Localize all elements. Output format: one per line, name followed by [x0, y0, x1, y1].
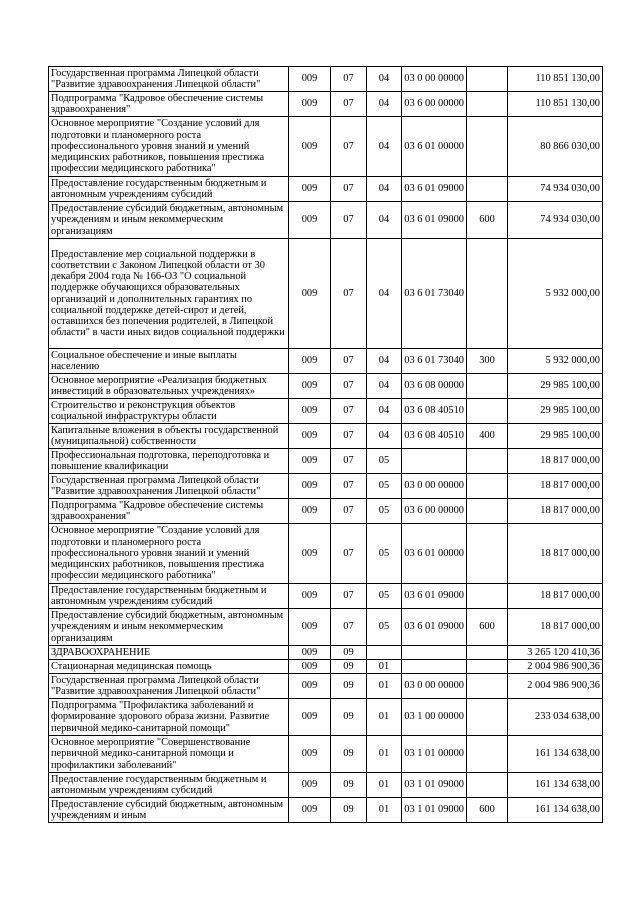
- cell-vr: [467, 449, 508, 474]
- cell-csr: 03 0 00 00000: [402, 67, 467, 92]
- cell-gr: 009: [289, 67, 331, 92]
- cell-rz: 09: [331, 699, 367, 736]
- cell-vr: 400: [467, 424, 508, 449]
- cell-pr: 04: [367, 92, 402, 117]
- cell-name: Основное мероприятие «Реализация бюджетных инвестиций в образовательных учреждениях»: [49, 374, 289, 399]
- cell-csr: [402, 660, 467, 674]
- cell-pr: 01: [367, 660, 402, 674]
- cell-rz: 07: [331, 499, 367, 524]
- cell-name: Основное мероприятие "Создание условий для подготовки и планомерного роста профессионального уровня знаний и умений медицинских работников, повышения престижа профессии медицинского работника": [49, 117, 289, 177]
- cell-csr: 03 1 01 00000: [402, 736, 467, 773]
- cell-name: Государственная программа Липецкой области "Развитие здравоохранения Липецкой области": [49, 674, 289, 699]
- cell-sum: 5 932 000,00: [508, 239, 603, 349]
- cell-name: Предоставление государственным бюджетным и автономным учреждениям субсидий: [49, 177, 289, 202]
- table-row: [49, 736, 603, 773]
- cell-sum: 110 851 130,00: [508, 67, 603, 92]
- cell-rz: 07: [331, 424, 367, 449]
- table-row: [49, 773, 603, 798]
- cell-vr: [467, 374, 508, 399]
- cell-gr: 009: [289, 399, 331, 424]
- cell-name: Социальное обеспечение и иные выплаты населению: [49, 349, 289, 374]
- cell-rz: 07: [331, 449, 367, 474]
- table-row: [49, 499, 603, 524]
- budget-table: [48, 66, 603, 823]
- cell-rz: 09: [331, 660, 367, 674]
- cell-sum: 18 817 000,00: [508, 499, 603, 524]
- cell-csr: 03 6 01 00000: [402, 524, 467, 584]
- cell-sum: 18 817 000,00: [508, 524, 603, 584]
- cell-csr: 03 0 00 00000: [402, 474, 467, 499]
- table-row: [49, 239, 603, 349]
- cell-rz: 09: [331, 674, 367, 699]
- cell-sum: 161 134 638,00: [508, 773, 603, 798]
- cell-rz: 07: [331, 584, 367, 609]
- cell-gr: 009: [289, 736, 331, 773]
- cell-sum: 5 932 000,00: [508, 349, 603, 374]
- cell-sum: 2 004 986 900,36: [508, 660, 603, 674]
- cell-vr: [467, 92, 508, 117]
- cell-name: Предоставление субсидий бюджетным, автономным учреждениям и иным некоммерческим организациям: [49, 202, 289, 239]
- table-row: [49, 349, 603, 374]
- cell-rz: 07: [331, 92, 367, 117]
- cell-gr: 009: [289, 349, 331, 374]
- cell-gr: 009: [289, 474, 331, 499]
- cell-name: Профессиональная подготовка, переподготовка и повышение квалификации: [49, 449, 289, 474]
- cell-sum: 29 985 100,00: [508, 424, 603, 449]
- cell-rz: 07: [331, 202, 367, 239]
- cell-pr: 01: [367, 699, 402, 736]
- table-row: [49, 474, 603, 499]
- cell-vr: [467, 399, 508, 424]
- cell-pr: 05: [367, 524, 402, 584]
- table-row: [49, 202, 603, 239]
- cell-vr: [467, 584, 508, 609]
- cell-pr: 01: [367, 798, 402, 823]
- cell-sum: 110 851 130,00: [508, 92, 603, 117]
- cell-name: Предоставление государственным бюджетным и автономным учреждениям субсидий: [49, 773, 289, 798]
- cell-name: Капитальные вложения в объекты государственной (муниципальной) собственности: [49, 424, 289, 449]
- cell-sum: 161 134 638,00: [508, 736, 603, 773]
- cell-name: ЗДРАВООХРАНЕНИЕ: [49, 646, 289, 660]
- table-row: [49, 584, 603, 609]
- cell-csr: 03 6 01 73040: [402, 349, 467, 374]
- table-row: [49, 92, 603, 117]
- cell-rz: 09: [331, 798, 367, 823]
- cell-vr: [467, 239, 508, 349]
- cell-name: Стационарная медицинская помощь: [49, 660, 289, 674]
- cell-gr: 009: [289, 117, 331, 177]
- cell-gr: 009: [289, 177, 331, 202]
- cell-sum: 18 817 000,00: [508, 609, 603, 646]
- cell-vr: [467, 117, 508, 177]
- cell-rz: 07: [331, 177, 367, 202]
- table-row: [49, 67, 603, 92]
- cell-vr: [467, 660, 508, 674]
- cell-vr: [467, 773, 508, 798]
- cell-csr: 03 0 00 00000: [402, 674, 467, 699]
- cell-name: Предоставление государственным бюджетным и автономным учреждениям субсидий: [49, 584, 289, 609]
- cell-vr: [467, 67, 508, 92]
- table-body: [49, 67, 603, 823]
- cell-vr: 600: [467, 798, 508, 823]
- cell-vr: [467, 177, 508, 202]
- cell-sum: 29 985 100,00: [508, 374, 603, 399]
- cell-name: Основное мероприятие "Совершенствование первичной медико-санитарной помощи и профилактики заболеваний": [49, 736, 289, 773]
- cell-gr: 009: [289, 449, 331, 474]
- table-row: [49, 646, 603, 660]
- cell-vr: [467, 474, 508, 499]
- cell-name: Предоставление субсидий бюджетным, автономным учреждениям и иным некоммерческим организациям: [49, 609, 289, 646]
- cell-rz: 07: [331, 524, 367, 584]
- cell-sum: 18 817 000,00: [508, 474, 603, 499]
- cell-gr: 009: [289, 524, 331, 584]
- cell-gr: 009: [289, 584, 331, 609]
- table-row: [49, 798, 603, 823]
- cell-pr: 04: [367, 374, 402, 399]
- cell-sum: 2 004 986 900,36: [508, 674, 603, 699]
- cell-vr: [467, 699, 508, 736]
- cell-sum: 233 034 638,00: [508, 699, 603, 736]
- cell-csr: 03 6 01 09000: [402, 202, 467, 239]
- cell-csr: 03 6 08 00000: [402, 374, 467, 399]
- cell-pr: 05: [367, 474, 402, 499]
- cell-csr: 03 6 08 40510: [402, 424, 467, 449]
- table-row: [49, 660, 603, 674]
- cell-vr: [467, 674, 508, 699]
- cell-name: Подпрограмма "Профилактика заболеваний и формирование здорового образа жизни. Развитие первичной медико-санитарной помощи": [49, 699, 289, 736]
- cell-rz: 07: [331, 349, 367, 374]
- table-row: [49, 449, 603, 474]
- cell-gr: 009: [289, 660, 331, 674]
- cell-rz: 07: [331, 609, 367, 646]
- cell-pr: 04: [367, 349, 402, 374]
- cell-rz: 07: [331, 474, 367, 499]
- table-row: [49, 524, 603, 584]
- cell-name: Государственная программа Липецкой области "Развитие здравоохранения Липецкой области": [49, 474, 289, 499]
- cell-sum: 74 934 030,00: [508, 202, 603, 239]
- cell-gr: 009: [289, 374, 331, 399]
- cell-gr: 009: [289, 699, 331, 736]
- cell-pr: 05: [367, 584, 402, 609]
- cell-csr: [402, 646, 467, 660]
- cell-vr: [467, 646, 508, 660]
- cell-sum: 29 985 100,00: [508, 399, 603, 424]
- cell-csr: 03 6 08 40510: [402, 399, 467, 424]
- cell-sum: 18 817 000,00: [508, 584, 603, 609]
- cell-gr: 009: [289, 499, 331, 524]
- cell-pr: 01: [367, 674, 402, 699]
- cell-gr: 009: [289, 609, 331, 646]
- cell-sum: 161 134 638,00: [508, 798, 603, 823]
- cell-vr: 600: [467, 609, 508, 646]
- cell-gr: 009: [289, 798, 331, 823]
- cell-pr: 04: [367, 239, 402, 349]
- cell-vr: [467, 524, 508, 584]
- table-row: [49, 117, 603, 177]
- cell-name: Подпрограмма "Кадровое обеспечение системы здравоохранения": [49, 92, 289, 117]
- cell-gr: 009: [289, 674, 331, 699]
- cell-pr: 01: [367, 736, 402, 773]
- cell-gr: 009: [289, 239, 331, 349]
- cell-csr: 03 6 00 00000: [402, 92, 467, 117]
- cell-csr: 03 6 01 73040: [402, 239, 467, 349]
- table-row: [49, 609, 603, 646]
- cell-csr: 03 6 00 00000: [402, 499, 467, 524]
- document-page: [48, 66, 602, 823]
- cell-csr: 03 6 01 09000: [402, 584, 467, 609]
- table-row: [49, 674, 603, 699]
- cell-vr: [467, 736, 508, 773]
- cell-csr: 03 1 00 00000: [402, 699, 467, 736]
- cell-rz: 09: [331, 736, 367, 773]
- cell-pr: 04: [367, 177, 402, 202]
- cell-name: Предоставление мер социальной поддержки в соответствии с Законом Липецкой области от 30 декабря 2004 года № 166-ОЗ "О социальной поддержке обучающихся образовательных организаций и дополнительных гарантиях по социальной поддержке детей-сирот и детей, оставшихся без попечения родителей, в Липецкой области" в части иных видов социальной поддержки: [49, 239, 289, 349]
- cell-name: Основное мероприятие "Создание условий для подготовки и планомерного роста профессионального уровня знаний и умений медицинских работников, повышения престижа профессии медицинского работника": [49, 524, 289, 584]
- cell-name: Государственная программа Липецкой области "Развитие здравоохранения Липецкой области": [49, 67, 289, 92]
- cell-pr: 05: [367, 449, 402, 474]
- cell-pr: [367, 646, 402, 660]
- cell-name: Строительство и реконструкция объектов социальной инфраструктуры области: [49, 399, 289, 424]
- table-row: [49, 177, 603, 202]
- cell-vr: 300: [467, 349, 508, 374]
- cell-rz: 09: [331, 773, 367, 798]
- cell-sum: 3 265 120 410,36: [508, 646, 603, 660]
- cell-pr: 04: [367, 399, 402, 424]
- cell-csr: 03 1 01 09000: [402, 773, 467, 798]
- cell-rz: 07: [331, 239, 367, 349]
- cell-csr: 03 6 01 00000: [402, 117, 467, 177]
- cell-pr: 04: [367, 202, 402, 239]
- cell-rz: 07: [331, 374, 367, 399]
- table-row: [49, 699, 603, 736]
- cell-csr: 03 6 01 09000: [402, 177, 467, 202]
- cell-pr: 05: [367, 499, 402, 524]
- cell-pr: 04: [367, 117, 402, 177]
- cell-rz: 07: [331, 117, 367, 177]
- cell-pr: 04: [367, 67, 402, 92]
- cell-vr: [467, 499, 508, 524]
- cell-rz: 07: [331, 67, 367, 92]
- cell-name: Предоставление субсидий бюджетным, автономным учреждениям и иным: [49, 798, 289, 823]
- cell-gr: 009: [289, 202, 331, 239]
- cell-gr: 009: [289, 424, 331, 449]
- cell-pr: 04: [367, 424, 402, 449]
- table-row: [49, 374, 603, 399]
- cell-csr: 03 6 01 09000: [402, 609, 467, 646]
- cell-vr: 600: [467, 202, 508, 239]
- cell-gr: 009: [289, 773, 331, 798]
- cell-gr: 009: [289, 646, 331, 660]
- table-row: [49, 399, 603, 424]
- cell-pr: 01: [367, 773, 402, 798]
- cell-name: Подпрограмма "Кадровое обеспечение системы здравоохранения": [49, 499, 289, 524]
- cell-sum: 80 866 030,00: [508, 117, 603, 177]
- cell-sum: 18 817 000,00: [508, 449, 603, 474]
- cell-csr: 03 1 01 09000: [402, 798, 467, 823]
- cell-pr: 05: [367, 609, 402, 646]
- cell-gr: 009: [289, 92, 331, 117]
- table-row: [49, 424, 603, 449]
- cell-sum: 74 934 030,00: [508, 177, 603, 202]
- cell-rz: 07: [331, 399, 367, 424]
- cell-rz: 09: [331, 646, 367, 660]
- cell-csr: [402, 449, 467, 474]
